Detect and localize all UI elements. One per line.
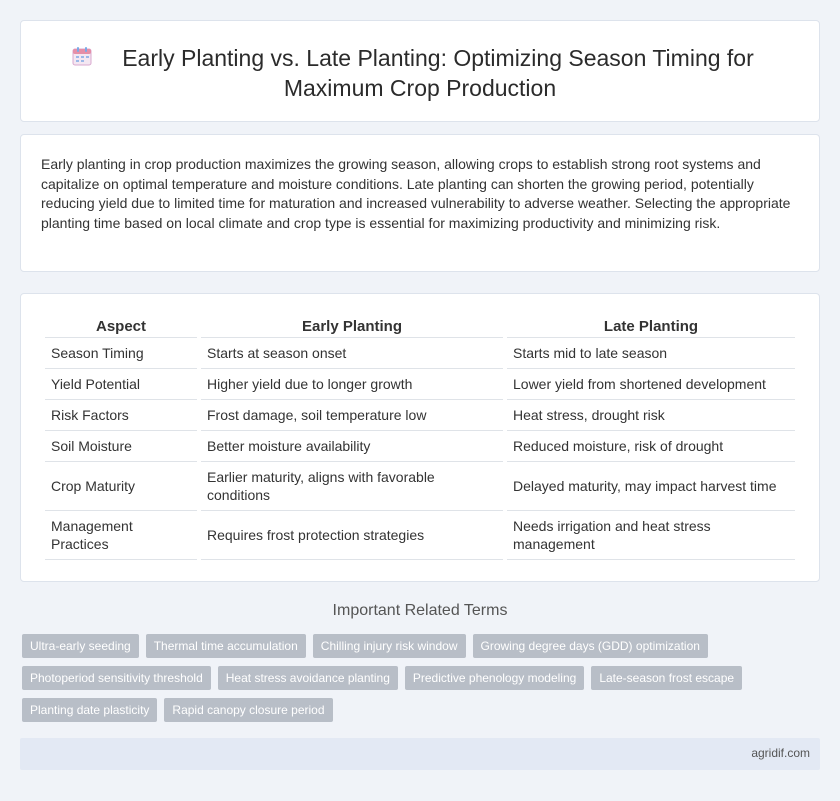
intro-card: [20, 134, 820, 272]
table-cell: Management Practices: [45, 511, 197, 560]
table-row: [45, 511, 795, 560]
table-row: [45, 400, 795, 431]
table-cell: Soil Moisture: [45, 431, 197, 462]
table-cell: Delayed maturity, may impact harvest time: [507, 462, 795, 511]
table-cell: Earlier maturity, aligns with favorable conditions: [201, 462, 503, 511]
footer-site-link[interactable]: agridif.com: [751, 746, 810, 760]
title-card: [20, 20, 820, 122]
intro-paragraph: Early planting in crop production maximizes the growing season, allowing crops to establish strong root systems and capitalize on optimal temperature and moisture conditions. Late planting can shorten the growing period, potentially reducing yield due to limited time for maturation and increased vulnerability to adverse weather. Selecting the appropriate planting time based on local climate and crop type is essential for maximizing productivity and minimizing risk.: [41, 156, 791, 231]
table-cell: Reduced moisture, risk of drought: [507, 431, 795, 462]
comparison-table: [41, 316, 799, 560]
table-cell: Crop Maturity: [45, 462, 197, 511]
related-term-tag[interactable]: Late-season frost escape: [591, 666, 742, 690]
table-cell: Needs irrigation and heat stress management: [507, 511, 795, 560]
related-term-tag[interactable]: Chilling injury risk window: [313, 634, 466, 658]
column-header: Early Planting: [201, 316, 503, 338]
table-header-row: [45, 316, 795, 338]
table-cell: Frost damage, soil temperature low: [201, 400, 503, 431]
table-cell: Risk Factors: [45, 400, 197, 431]
table-cell: Heat stress, drought risk: [507, 400, 795, 431]
table-row: [45, 369, 795, 400]
related-term-tag[interactable]: Predictive phenology modeling: [405, 666, 584, 690]
related-term-tag[interactable]: Growing degree days (GDD) optimization: [473, 634, 708, 658]
table-cell: Season Timing: [45, 338, 197, 369]
table-cell: Starts mid to late season: [507, 338, 795, 369]
footer: [20, 738, 820, 770]
table-cell: Requires frost protection strategies: [201, 511, 503, 560]
related-term-tag[interactable]: Heat stress avoidance planting: [218, 666, 398, 690]
related-term-tag[interactable]: Photoperiod sensitivity threshold: [22, 666, 211, 690]
table-cell: Lower yield from shortened development: [507, 369, 795, 400]
table-cell: Higher yield due to longer growth: [201, 369, 503, 400]
related-term-tag[interactable]: Thermal time accumulation: [146, 634, 306, 658]
column-header: Late Planting: [507, 316, 795, 338]
table-row: [45, 431, 795, 462]
table-row: [45, 462, 795, 511]
title-line-1: Early Planting vs. Late Planting: Optimizing Season Timing for: [122, 45, 754, 71]
comparison-card: [20, 293, 820, 582]
title-line-2: Maximum Crop Production: [283, 75, 557, 101]
table-row: [45, 338, 795, 369]
related-term-tag[interactable]: Planting date plasticity: [22, 698, 157, 722]
table-cell: Starts at season onset: [201, 338, 503, 369]
related-terms-title: Important Related Terms: [332, 602, 508, 619]
related-term-tag[interactable]: Rapid canopy closure period: [164, 698, 332, 722]
related-term-tag[interactable]: Ultra-early seeding: [22, 634, 139, 658]
table-cell: Yield Potential: [45, 369, 197, 400]
page-title: [86, 43, 754, 103]
related-terms-list: [22, 634, 822, 722]
table-cell: Better moisture availability: [201, 431, 503, 462]
column-header: Aspect: [45, 316, 197, 338]
